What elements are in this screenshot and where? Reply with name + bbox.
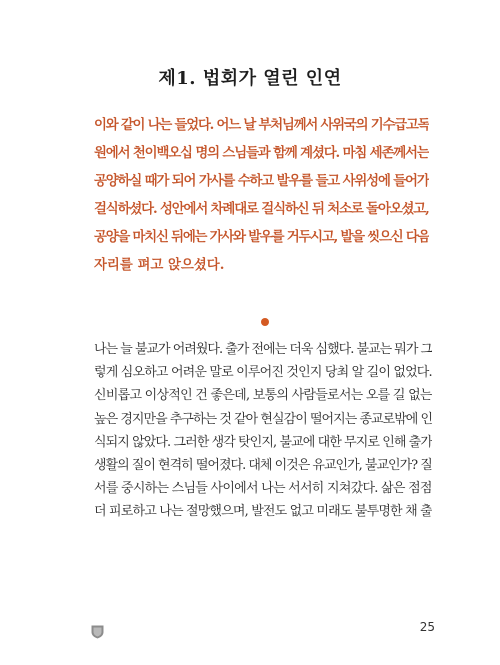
sutra-line: 걸식하셨다. 성안에서 차례대로 걸식하신 뒤 처소로 돌아오셨고, [94,201,429,217]
body-line: 나는 늘 불교가 어려웠다. 출가 전에는 더욱 심했다. 불교는 뭐가 그 [94,342,432,357]
sutra-line: 이와 같이 나는 들었다. 어느 날 부처님께서 사위국의 기수급고독 [94,117,429,133]
shield-icon [91,624,104,638]
body-line: 서를 중시하는 스님들 사이에서 나는 서서히 지쳐갔다. 삶은 점점 [94,481,432,497]
body-line: 생활의 질이 현격히 떨어졌다. 대체 이것은 유교인가, 불교인가? 질 [94,457,432,473]
sutra-line: 원에서 천이백오십 명의 스님들과 함께 계셨다. 마침 세존께서는 [94,145,429,161]
body-line: 렇게 심오하고 어려운 말로 이루어진 것인지 당최 알 길이 없었다. [94,365,432,381]
page-number: 25 [419,620,435,634]
sutra-line: 공양하실 때가 되어 가사를 수하고 발우를 들고 사위성에 들어가 [94,173,429,189]
chapter-title: 제1. 법회가 열린 인연 [158,68,342,89]
body-line: 높은 경지만을 추구하는 것 같아 현실감이 떨어지는 종교로밖에 인 [94,411,432,427]
sutra-line: 자리를 펴고 앉으셨다. [94,257,225,273]
sutra-passage [94,111,429,279]
body-line: 신비롭고 이상적인 건 좋은데, 보통의 사람들로서는 오를 길 없는 [94,388,432,404]
commentary-body [94,338,432,524]
body-line: 더 피로하고 나는 절망했으며, 발전도 없고 미래도 불투명한 채 출 [94,504,432,520]
sutra-line: 공양을 마치신 뒤에는 가사와 발우를 거두시고, 발을 씻으신 다음 [94,229,429,245]
body-line: 식되지 않았다. 그러한 생각 탓인지, 불교에 대한 무지로 인해 출가 [94,434,432,450]
section-divider-dot [261,318,269,326]
